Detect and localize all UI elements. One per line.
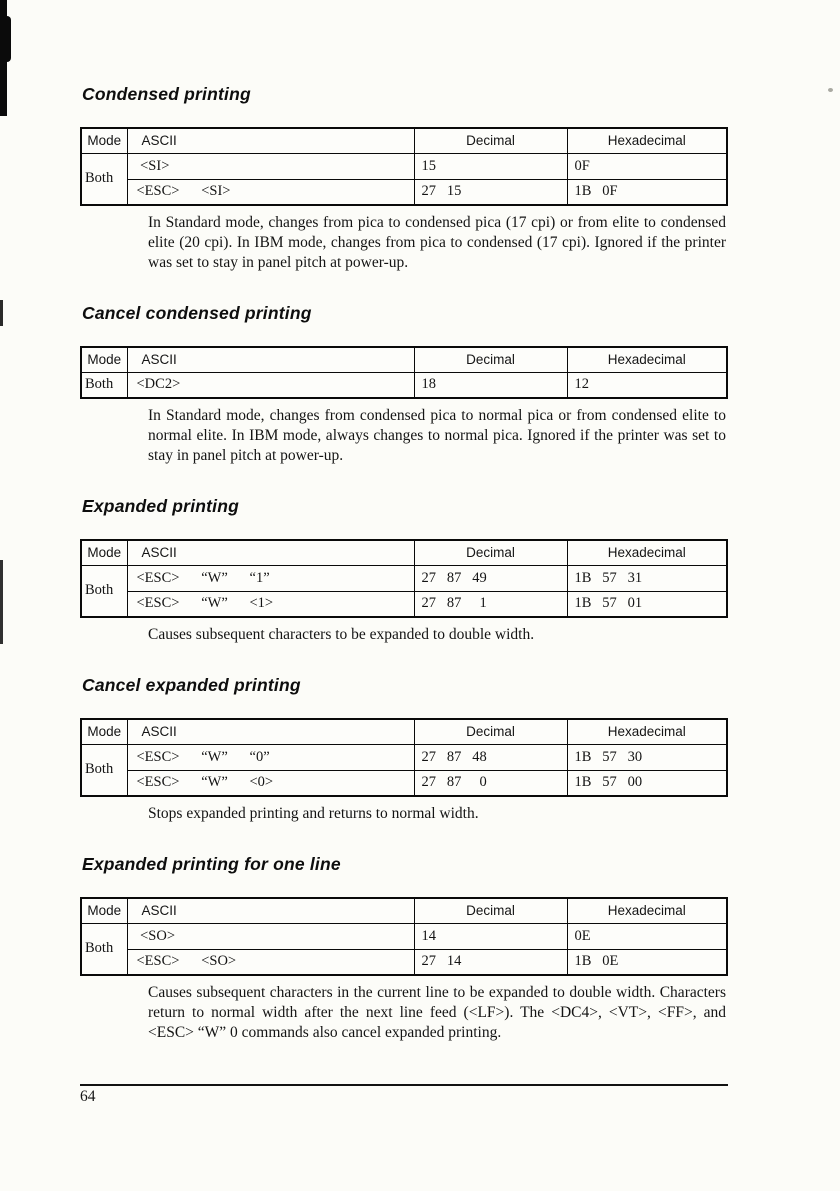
hex-cell: 12: [567, 372, 727, 398]
table-header-row: [81, 128, 727, 153]
section-body: Stops expanded printing and returns to normal width.: [148, 805, 479, 822]
decimal-cell: 27 15: [414, 179, 567, 205]
command-table: [80, 127, 728, 206]
hex-cell: 1B 57 30: [567, 744, 727, 770]
command-table: [80, 718, 728, 797]
mode-cell: Both: [81, 744, 127, 796]
hex-cell: 0F: [567, 153, 727, 179]
table-row: [81, 153, 727, 179]
col-header-hexadecimal: Hexadecimal: [567, 540, 727, 565]
page-number: 64: [80, 1088, 96, 1105]
command-table: [80, 897, 728, 976]
section-title: Cancel expanded printing: [82, 675, 301, 695]
col-header-mode: Mode: [81, 898, 127, 923]
col-header-hexadecimal: Hexadecimal: [567, 128, 727, 153]
col-header-ascii: ASCII: [127, 719, 414, 744]
decimal-cell: 27 14: [414, 949, 567, 975]
mode-cell: Both: [81, 153, 127, 205]
table-row: [81, 179, 727, 205]
section-expanded-printing-one-line: [80, 854, 728, 1043]
decimal-cell: 15: [414, 153, 567, 179]
section-body: In Standard mode, changes from pica to condensed pica (17 cpi) or from elite to condensed elite (20 cpi). In IBM mode, changes from pica to condensed (17 cpi). Ignored if the printer was set to stay in panel pitch at power-up.: [148, 214, 726, 271]
hex-cell: 1B 0E: [567, 949, 727, 975]
section-body: Causes subsequent characters to be expanded to double width.: [148, 626, 535, 643]
section-title: Expanded printing: [82, 496, 240, 516]
decimal-cell: 27 87 0: [414, 770, 567, 796]
hex-cell: 1B 57 00: [567, 770, 727, 796]
col-header-mode: Mode: [81, 347, 127, 372]
table-header-row: [81, 347, 727, 372]
scan-artifact: [0, 560, 3, 644]
mode-cell: Both: [81, 923, 127, 975]
col-header-decimal: Decimal: [414, 719, 567, 744]
decimal-cell: 18: [414, 372, 567, 398]
col-header-mode: Mode: [81, 128, 127, 153]
ascii-cell: <DC2>: [127, 372, 414, 398]
hex-cell: 0E: [567, 923, 727, 949]
command-table: [80, 539, 728, 618]
command-table: [80, 346, 728, 399]
decimal-cell: 14: [414, 923, 567, 949]
ascii-cell: <ESC> “W” <1>: [127, 591, 414, 617]
ascii-cell: <SI>: [127, 153, 414, 179]
col-header-hexadecimal: Hexadecimal: [567, 719, 727, 744]
hex-cell: 1B 57 31: [567, 565, 727, 591]
hex-cell: 1B 57 01: [567, 591, 727, 617]
col-header-hexadecimal: Hexadecimal: [567, 347, 727, 372]
mode-cell: Both: [81, 372, 127, 398]
table-header-row: [81, 719, 727, 744]
ascii-cell: <ESC> <SO>: [127, 949, 414, 975]
table-row: [81, 591, 727, 617]
col-header-decimal: Decimal: [414, 540, 567, 565]
col-header-ascii: ASCII: [127, 128, 414, 153]
decimal-cell: 27 87 49: [414, 565, 567, 591]
ascii-cell: <ESC> “W” “0”: [127, 744, 414, 770]
col-header-decimal: Decimal: [414, 898, 567, 923]
hex-cell: 1B 0F: [567, 179, 727, 205]
col-header-decimal: Decimal: [414, 347, 567, 372]
section-condensed-printing: [80, 84, 728, 273]
col-header-mode: Mode: [81, 719, 127, 744]
col-header-ascii: ASCII: [127, 347, 414, 372]
scan-artifact: [0, 300, 3, 326]
section-expanded-printing: [80, 496, 728, 645]
decimal-cell: 27 87 1: [414, 591, 567, 617]
col-header-mode: Mode: [81, 540, 127, 565]
scan-artifact: [0, 16, 11, 62]
page-footer: [80, 1084, 728, 1106]
ascii-cell: <ESC> “W” <0>: [127, 770, 414, 796]
col-header-ascii: ASCII: [127, 898, 414, 923]
section-title: Condensed printing: [82, 84, 251, 104]
section-cancel-condensed-printing: [80, 303, 728, 466]
scan-artifact: [828, 88, 833, 92]
table-row: [81, 744, 727, 770]
table-row: [81, 770, 727, 796]
table-row: [81, 372, 727, 398]
section-body: In Standard mode, changes from condensed pica to normal pica or from condensed elite to normal elite. In IBM mode, always changes to normal pica. Ignored if the printer was set to stay in panel pitch at power-up.: [148, 407, 726, 464]
section-title: Cancel condensed printing: [82, 303, 312, 323]
ascii-cell: <ESC> <SI>: [127, 179, 414, 205]
table-row: [81, 923, 727, 949]
col-header-decimal: Decimal: [414, 128, 567, 153]
section-cancel-expanded-printing: [80, 675, 728, 824]
table-header-row: [81, 898, 727, 923]
table-header-row: [81, 540, 727, 565]
mode-cell: Both: [81, 565, 127, 617]
page-content: [80, 84, 728, 1043]
col-header-hexadecimal: Hexadecimal: [567, 898, 727, 923]
col-header-ascii: ASCII: [127, 540, 414, 565]
table-row: [81, 565, 727, 591]
ascii-cell: <SO>: [127, 923, 414, 949]
footer-rule: [80, 1084, 728, 1086]
decimal-cell: 27 87 48: [414, 744, 567, 770]
section-body: Causes subsequent characters in the current line to be expanded to double width. Characters return to normal width after the next line feed (<LF>). The <DC4>, <VT>, <FF>, and <ESC> “W” 0 commands also cancel expanded printing.: [148, 984, 726, 1041]
table-row: [81, 949, 727, 975]
ascii-cell: <ESC> “W” “1”: [127, 565, 414, 591]
section-title: Expanded printing for one line: [82, 854, 341, 874]
